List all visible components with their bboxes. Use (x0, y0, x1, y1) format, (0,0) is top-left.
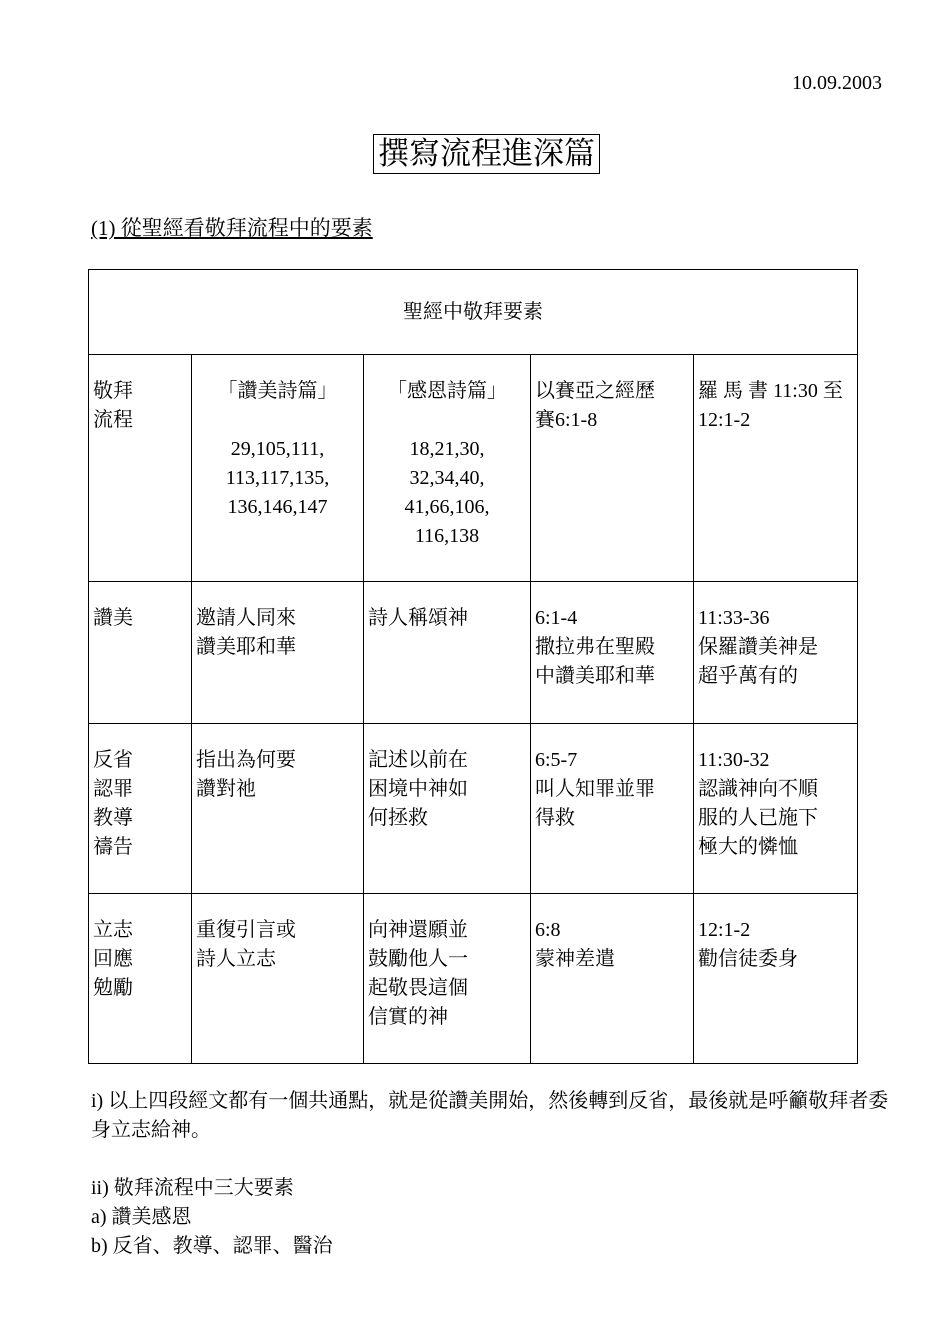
table-cell: 11:33-36 保羅讚美神是 超乎萬有的 (694, 582, 858, 724)
psalm-references: 18,21,30, 32,34,40, 41,66,106, 116,138 (404, 438, 490, 547)
table-cell (192, 355, 364, 582)
note-item: a) 讚美感恩 (91, 1206, 192, 1228)
row-label: 敬拜 流程 (89, 355, 192, 582)
table-cell: 指出為何要 讚對祂 (192, 724, 364, 894)
row-label: 反省 認罪 教導 禱告 (89, 724, 192, 894)
table-row (89, 724, 858, 894)
psalm-references: 29,105,111, 113,117,135, 136,146,147 (225, 438, 330, 518)
worship-elements-table (88, 269, 858, 1064)
row-label: 讚美 (89, 582, 192, 724)
table-cell: 6:8 蒙神差遣 (531, 894, 694, 1064)
table-row (89, 355, 858, 582)
table-cell: 重復引言或 詩人立志 (192, 894, 364, 1064)
table-cell: 以賽亞之經歷 賽6:1-8 (531, 355, 694, 582)
table-cell: 6:5-7 叫人知罪並罪 得救 (531, 724, 694, 894)
row-label: 立志 回應 勉勵 (89, 894, 192, 1064)
table-cell (364, 355, 531, 582)
column-title: 「感恩詩篇」 (387, 380, 507, 402)
table-header-row (89, 270, 858, 355)
table-cell: 詩人稱頌神 (364, 582, 531, 724)
document-date: 10.09.2003 (792, 72, 882, 94)
table-cell: 向神還願並 鼓勵他人一 起敬畏這個 信實的神 (364, 894, 531, 1064)
table-cell: 12:1-2 勸信徒委身 (694, 894, 858, 1064)
table-cell: 邀請人同來 讚美耶和華 (192, 582, 364, 724)
note-heading: ii) 敬拜流程中三大要素 (91, 1177, 294, 1199)
section-heading: (1) 從聖經看敬拜流程中的要素 (91, 216, 373, 240)
table-header: 聖經中敬拜要素 (89, 270, 858, 355)
notes-section (91, 1087, 891, 1261)
note-paragraph: i) 以上四段經文都有一個共通點，就是從讚美開始，然後轉到反省，最後就是呼籲敬拜者委身立志給神。 (91, 1090, 889, 1141)
table-cell: 記述以前在 困境中神如 何拯救 (364, 724, 531, 894)
table-cell: 羅 馬 書 11:30 至 12:1-2 (694, 355, 858, 582)
table-row (89, 894, 858, 1064)
column-title: 「讚美詩篇」 (217, 380, 338, 402)
table-row (89, 582, 858, 724)
table-cell: 6:1-4 撒拉弗在聖殿 中讚美耶和華 (531, 582, 694, 724)
document-title: 撰寫流程進深篇 (373, 134, 600, 174)
note-item: b) 反省、教導、認罪、醫治 (91, 1235, 333, 1257)
table-cell: 11:30-32 認識神向不順 服的人已施下 極大的憐恤 (694, 724, 858, 894)
